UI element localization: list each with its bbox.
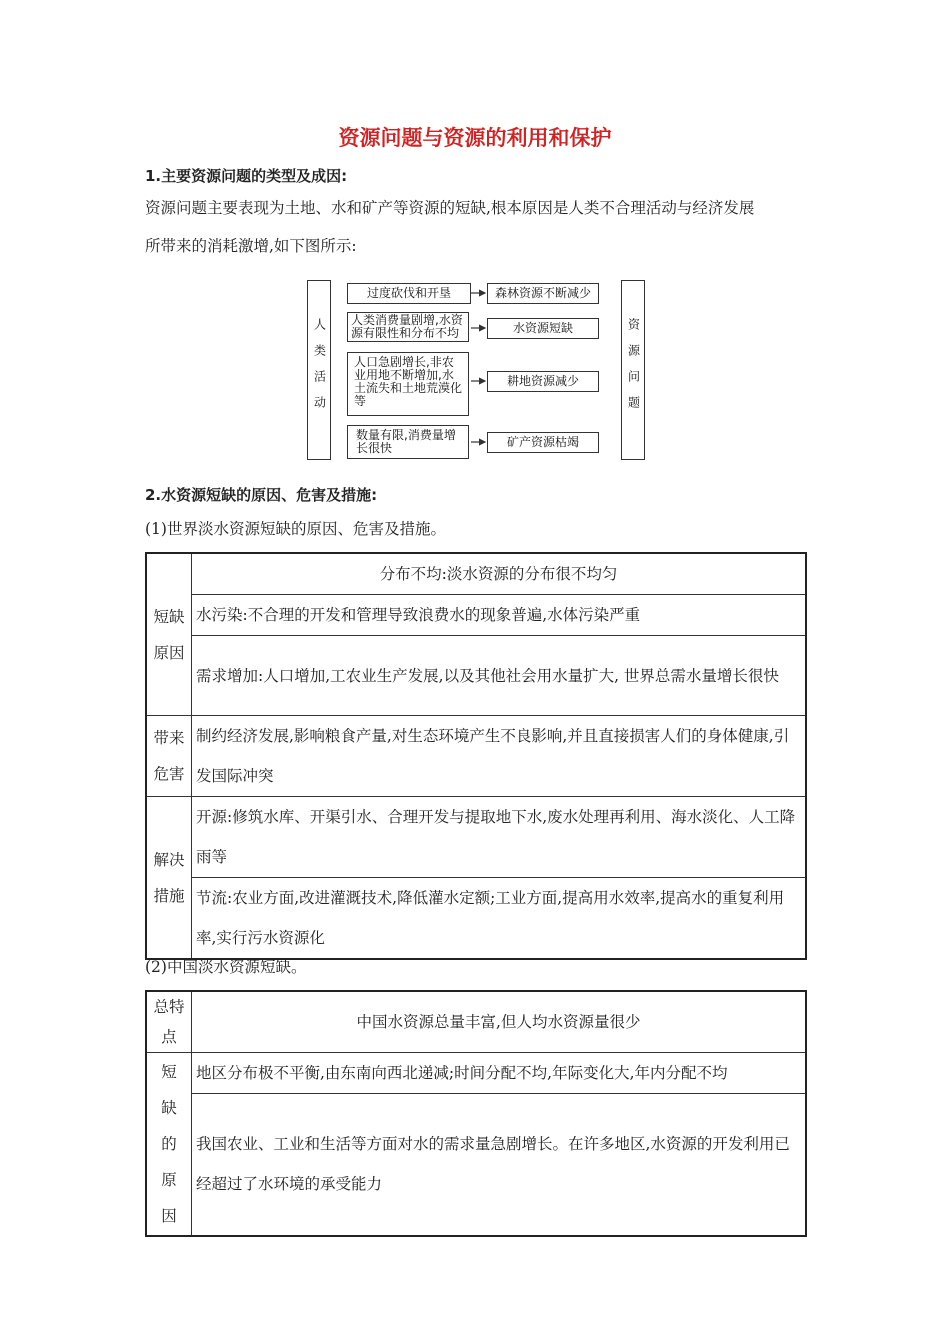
harm-category-label: 带来危害 — [153, 729, 185, 783]
china-cause-row-2: 我国农业、工业和生活等方面对水的需求量急剧增长。在许多地区,水资源的开发利用已经超过了水环境的承受能力 — [192, 1094, 807, 1236]
section1-paragraph-line2: 所带来的消耗激增,如下图所示: — [145, 237, 357, 255]
page-title: 资源问题与资源的利用和保护 — [338, 126, 612, 150]
measure-row-1: 开源:修筑水库、开渠引水、合理开发与提取地下水,废水处理再利用、海水淡化、人工降雨等 — [192, 797, 807, 878]
diagram-result-4: 矿产资源枯竭 — [487, 432, 599, 453]
diagram-right-label — [621, 280, 645, 460]
feature-text: 中国水资源总量丰富,但人均水资源量很少 — [192, 991, 807, 1053]
section1-paragraph-line1: 资源问题主要表现为土地、水和矿产等资源的短缺,根本原因是人类不合理活动与经济发展 — [145, 199, 755, 217]
china-cause-row-1: 地区分布极不平衡,由东南向西北递减;时间分配不均,年际变化大,年内分配不均 — [192, 1053, 807, 1094]
measure-row-2: 节流:农业方面,改进灌溉技术,降低灌水定额;工业方面,提高用水效率,提高水的重复利用率,实行污水资源化 — [192, 878, 807, 960]
diagram-left-label-text: 人类活动 — [312, 318, 327, 422]
diagram-right-label-text: 资源问题 — [626, 318, 641, 422]
table-row — [146, 878, 806, 960]
measure-category-cell — [146, 797, 192, 960]
section1-heading: 1.主要资源问题的类型及成因: — [145, 167, 348, 185]
cause-row-2: 水污染:不合理的开发和管理导致浪费水的现象普遍,水体污染严重 — [192, 595, 807, 636]
harm-category-cell — [146, 716, 192, 797]
table-row — [146, 553, 806, 595]
china-cause-category-cell — [146, 1053, 192, 1236]
cause-row-1: 分布不均:淡水资源的分布很不均匀 — [192, 553, 807, 595]
table-row — [146, 716, 806, 797]
table-row — [146, 797, 806, 878]
diagram-result-3: 耕地资源减少 — [487, 371, 599, 392]
diagram-left-label — [307, 280, 331, 460]
table-row — [146, 1053, 806, 1094]
china-cause-category-label: 短缺的原因 — [161, 1062, 177, 1225]
section1-paragraph — [145, 191, 825, 263]
world-water-table — [145, 552, 807, 960]
resource-problem-diagram — [307, 280, 645, 460]
cause-category-cell — [146, 553, 192, 716]
diagram-cause-1: 过度砍伐和开垦 — [347, 283, 471, 304]
measure-category-label: 解决措施 — [153, 850, 185, 905]
cause-category-label: 短缺原因 — [153, 607, 185, 662]
table-row — [146, 595, 806, 636]
section2-sub1: (1)世界淡水资源短缺的原因、危害及措施。 — [145, 520, 446, 538]
diagram-result-2: 水资源短缺 — [487, 318, 599, 339]
feature-category-cell: 总特点 — [146, 991, 192, 1053]
section2-sub2: (2)中国淡水资源短缺。 — [145, 958, 307, 976]
china-water-table — [145, 990, 807, 1237]
diagram-cause-3: 人口急剧增长,非农业用地不断增加,水土流失和土地荒漠化等 — [347, 352, 469, 416]
table-row — [146, 636, 806, 716]
diagram-cause-4: 数量有限,消费量增长很快 — [347, 425, 469, 459]
cause-row-3: 需求增加:人口增加,工农业生产发展,以及其他社会用水量扩大, 世界总需水量增长很快 — [192, 636, 807, 716]
table-row — [146, 1094, 806, 1236]
table-row — [146, 991, 806, 1053]
section2-heading: 2.水资源短缺的原因、危害及措施: — [145, 486, 378, 504]
harm-text: 制约经济发展,影响粮食产量,对生态环境产生不良影响,并且直接损害人们的身体健康,引发国际冲突 — [192, 716, 807, 797]
diagram-result-1: 森林资源不断减少 — [487, 283, 599, 304]
diagram-cause-2: 人类消费量剧增,水资源有限性和分布不均 — [347, 312, 469, 342]
